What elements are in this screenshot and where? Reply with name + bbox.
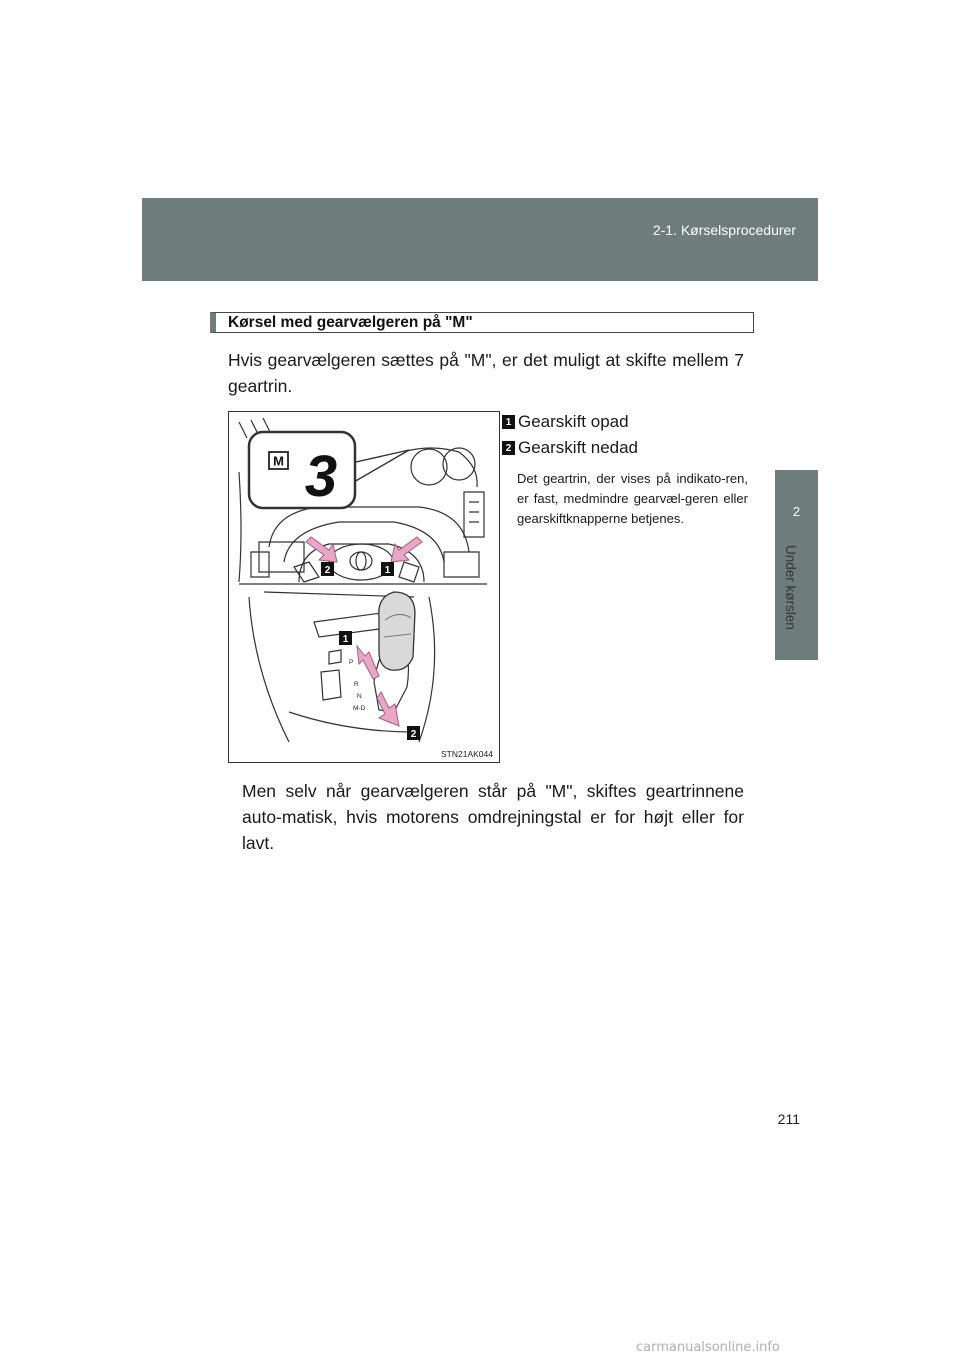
legend-note: Det geartrin, der vises på indikato-ren, er fast, medmindre gearvæl-geren eller gearskiftknapperne betjenes. xyxy=(517,471,748,526)
legend-item-down xyxy=(502,435,748,461)
header-band xyxy=(142,198,818,281)
gear-indicator-callout xyxy=(249,432,409,509)
paddle-callout-1: 1 xyxy=(384,565,391,576)
shifter-label-p: P xyxy=(349,659,354,666)
legend-badge-1: 1 xyxy=(502,415,515,429)
page-number: 211 xyxy=(777,1111,800,1127)
header-section-label: 2-1. Kørselsprocedurer xyxy=(652,222,796,238)
shifter-label-r: R xyxy=(354,681,359,688)
watermark: carmanualsonline.info xyxy=(636,1340,780,1355)
shifter-callout-2: 2 xyxy=(410,729,417,740)
section-title: Kørsel med gearvælgeren på "M" xyxy=(228,314,473,331)
gear-shift-illustration xyxy=(228,411,500,763)
intro-paragraph: Hvis gearvælgeren sættes på "M", er det muligt at skifte mellem 7 geartrin. xyxy=(228,350,744,396)
shifter-callout-1: 1 xyxy=(342,634,349,645)
section-heading-bar xyxy=(210,312,754,333)
illustration-drawing xyxy=(229,412,499,762)
legend-badge-2: 2 xyxy=(502,441,515,455)
indicator-gear-digit: 3 xyxy=(304,444,338,509)
shifter-knob xyxy=(379,592,415,670)
paddle-arrows xyxy=(306,537,422,562)
legend-item-up xyxy=(502,409,748,435)
legend-label-down: Gearskift nedad xyxy=(518,438,639,457)
chapter-title: Under kørslen xyxy=(783,545,798,630)
figure-legend xyxy=(502,409,748,529)
outro-paragraph: Men selv når gearvælgeren står på "M", skiftes geartrinnene auto-matisk, hvis motorens omdrejningstal er for højt eller for lavt. xyxy=(242,781,744,853)
figure-code: STN21AK044 xyxy=(441,749,493,759)
shifter-label-n: N xyxy=(357,693,362,700)
chapter-number: 2 xyxy=(792,504,801,519)
shifter-labels xyxy=(349,659,366,712)
legend-label-up: Gearskift opad xyxy=(518,412,629,431)
paddle-callout-2: 2 xyxy=(324,565,331,576)
shifter-label-md: M-D xyxy=(353,705,366,712)
indicator-mode-text: M xyxy=(273,453,284,469)
